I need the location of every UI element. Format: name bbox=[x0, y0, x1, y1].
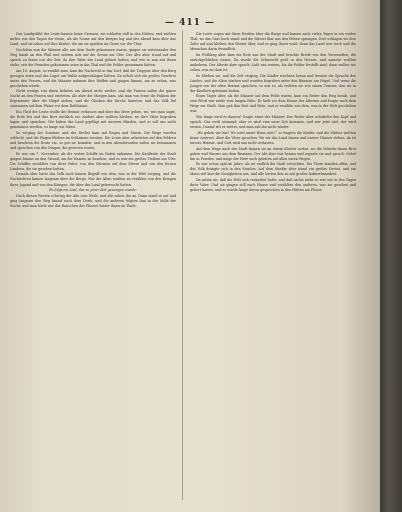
paragraph: So verging der Sommer, und der Herbst kam mit Regen und Sturm. Die Wege wurden schlecht, und die Wagen blieben im Schlamme stecken. Die Leute aber arbeiteten auf den Feldern und brachten die Ernte ein, so gut sie konnten, und in den Abendstunden saßen sie beisammen und sprachen von den Dingen, die gewesen waren. bbox=[10, 130, 176, 150]
paragraph: Nach diesen Worten schwieg der Alte eine Weile, und alle sahen ihn an. Dann stand er auf und ging langsam den Weg hinauf nach dem Dorfe, und die anderen folgten ihm in der Stille der Nacht, und man hörte nur das Rauschen des Flusses hinter ihnen im Thale. bbox=[10, 193, 176, 208]
paragraph: So blieben sie, und die Zeit verging. Die Kinder wuchsen heran und lernten die Sprache des Landes, und die Alten starben und wurden begraben unter den Bäumen am Hügel. Und wenn die Jungen von der alten Heimat sprachen, so war es, als redeten sie von einem Traume, den sie in der Kindheit geträumt hatten. bbox=[190, 73, 356, 93]
paragraph: Auf dem Wege nach der Stadt kamen sie an einem Kloster vorbei, wo die Mönche ihnen Brot gaben und Wasser aus dem Brunnen. Der Abt aber trat heraus und segnete sie und sprach: Gehet hin in Frieden, und möge der Herr euch geleiten auf allen euren Wegen. bbox=[190, 146, 356, 161]
paragraph: Am 18. August, so erzählt man, kam die Nachricht in das Dorf, daß die Truppen über den Berg gezogen seien und das Lager am Walde aufgeschlagen hätten. Da erhob sich ein großes Geschrei unter den Frauen, und die Männer nahmen ihre Waffen und gingen hinaus, um zu sehen, was geschehen würde. bbox=[10, 68, 176, 88]
right-column bbox=[190, 32, 356, 504]
paragraph: Damals aber hatte das Volk noch keinen Begriff von dem, was in der Welt vorging, und die Nachrichten kamen langsam über die Berge. Nur die Alten wußten zu erzählen von den Kriegen ihrer Jugend und von den Königen, die über das Land geherrscht hatten. bbox=[10, 172, 176, 187]
column-divider bbox=[182, 30, 183, 500]
verse-intro: Es folgt ein Lied, das zu jener Zeit gesungen wurde: bbox=[49, 188, 137, 193]
adjacent-page-edge bbox=[380, 0, 402, 512]
paragraph: Die Leute zogen mit ihren Herden über die Berge und kamen nach vielen Tagen in ein weites Thal, wo das Gras hoch stand und die Wasser klar aus den Felsen sprangen. Dort schlugen sie ihre Zelte auf und blieben den Winter über, und es ging ihnen wohl, denn das Land war reich und die Menschen darin freundlich. bbox=[190, 32, 356, 52]
paragraph: Da sahen sie, daß die Welt sich verändert hatte, und daß nichts mehr so war wie in den Tagen ihrer Väter. Und sie gingen still nach Hause und erzählten den anderen, was sie gesehen und gehört hatten, und es wurde lange davon gesprochen in den Hütten am Flusse. bbox=[190, 178, 356, 193]
paragraph: Es war schon spät im Jahre, als sie endlich die Stadt erreichten. Die Thore standen offen, und das Volk drängte sich in den Straßen. Auf dem Markte aber stand ein großes Gerüst, und ein Mann rief laut die Neuigkeiten aus, und alle hörten ihm zu mit großer Aufmerksamkeit. bbox=[190, 162, 356, 177]
paragraph: Es war am 7. November, als die ersten Schiffe im Hafen ankamen. Die Kaufleute der Stadt gingen hinaus an den Strand, um die Waaren zu besehen, und es war ein großes Treiben am Ufer. Die Schiffer erzählten von ihrer Fahrt, von den Stürmen auf dem Meere und von den fernen Ländern, die sie gesehen hatten. bbox=[10, 151, 176, 171]
paragraph: Im Frühling aber kam ein Bote aus der Stadt und brachte Briefe von den Verwandten, die zurückgeblieben waren. Da wurde die Sehnsucht groß in den Herzen, und manche wollten umkehren. Der Älteste aber sprach: Laßt uns warten, bis die Felder bestellt sind; dann wollen wir sehen, was zu thun ist. bbox=[190, 52, 356, 72]
page-number: — 411 — bbox=[164, 18, 216, 28]
paragraph: Nachdem nun die Männer alle aus dem Dorfe gekommen waren, gingen sie miteinander den Weg hinab an den Fluß und setzten sich auf die Steine am Ufer. Der Alte aber stand auf und sprach zu ihnen von der Zeit, da ihre Väter das Land gebaut hatten, und wie es nun mit ihnen stehe, seit die Fremden gekommen seien in das Thal und die Felder genommen hätten. bbox=[10, 47, 176, 67]
paragraph: Wie lange wird es dauern? fragte einer der Männer. Der Reiter aber schüttelte den Kopf und sprach: Das weiß niemand; aber es wird eine neue Zeit kommen, und wer jetzt säet, der wird ernten. Darauf ritt er weiter, und man sah ihn nicht wieder. bbox=[190, 115, 356, 130]
paragraph: Ein Theil der Leute wollte die Heimat verlassen und über das Meer gehen, wo, wie man sagte, die Erde frei und das Brot reichlich sei. Andere aber wollten bleiben, wo ihre Väter begraben lagen, und sprachen: Wir haben das Land gepflügt mit unseren Händen, und es soll uns nicht genommen werden, so lange wir leben. bbox=[10, 110, 176, 130]
paragraph: Das Landgefühl der Leute kannte keine Grenzen; sie schliefen still in den Hütten, und wußten nichts von den Tagen der Reise, als die Sonne auf den Bergen lag und der Abend kam über das Land, und sie sahen auf ihre Kinder, die um sie spielten im Grase vor der Thür. bbox=[10, 32, 176, 47]
left-column bbox=[10, 32, 176, 504]
paragraph: „Wo gehen wir hin? Wo wird unser Heim sein?“ so fragten die Kinder, und die Mütter wußten keine Antwort. Aber die Väter sprachen: Wo wir das Land bauen und unsere Häuser stehen, da ist unsere Heimat, und Gott wird uns nicht verlassen. bbox=[190, 130, 356, 145]
paragraph: Eines Tages aber, als die Männer auf dem Felde waren, kam ein Reiter den Weg herab, und sein Pferd war müde vom langen Ritte. Er hielt vor dem Hause des Ältesten und fragte nach dem Wege zur Stadt. Man gab ihm Brot und Wein, und er erzählte von dem, was in der Welt geschehen war. bbox=[190, 94, 356, 114]
page-area bbox=[8, 18, 372, 508]
paragraph: Nicht wenige von ihnen kehrten am Abend nicht wieder, und die Frauen saßen die ganze Nacht an den Feuern und warteten. Als aber der Morgen kam, sah man von ferne die Fahnen der Regimenter über die Hügel ziehen, und die Glocken der Kirche läuteten, und das Volk lief zusammen auf dem Platze vor dem Rathhause. bbox=[10, 89, 176, 109]
